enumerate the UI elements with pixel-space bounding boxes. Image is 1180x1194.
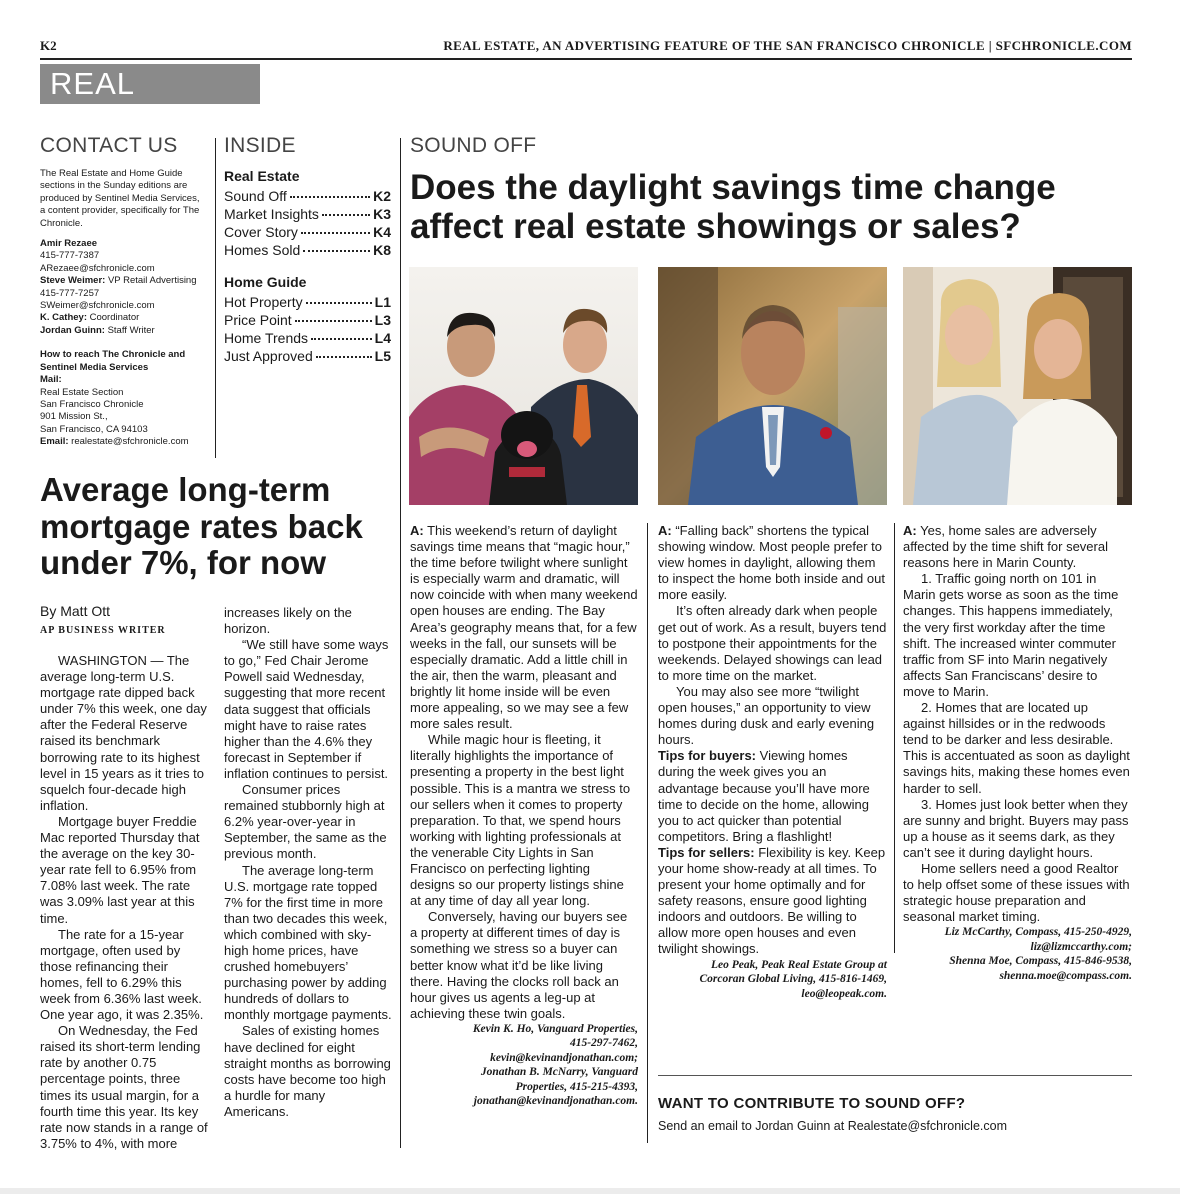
paragraph: The average long-term U.S. mortgage rate topped 7% for the first time in more than two decades this week, which combined with sky-high home prices, have crushed homebuyers’ purchasing power by adding hundreds of dollars to monthly mortgage payments. bbox=[224, 862, 392, 1023]
cta-body[interactable]: Send an email to Jordan Guinn at Realestate@sfchronicle.com bbox=[658, 1119, 1007, 1133]
column-rule bbox=[400, 138, 401, 1148]
paragraph: A: “Falling back” shortens the typical showing window. Most people prefer to view homes in daylight, allowing them to inspect the home both inside and out more easily. bbox=[658, 523, 885, 603]
paragraph: “We still have some ways to go,” Fed Chair Jerome Powell said Wednesday, suggesting that more recent data suggest that officials might have to raise rates higher than the 4.6% they forecast in September if inflation continues to persist. bbox=[224, 637, 389, 781]
paragraph: Tips for sellers: Flexibility is key. Keep your home show-ready at all times. To present your home optimally and for safety reasons, ensure good lighting indoors and outdoors. Be willing to allow more open houses and even twilight showings. bbox=[658, 844, 886, 957]
photo-agents-two-women bbox=[903, 267, 1132, 505]
toc-group-title: Real Estate bbox=[224, 168, 300, 184]
paragraph: 1. Traffic going north on 101 in Marin gets worse as soon as the time changes. This happens immediately, the very first workday after the time shift. The increased winter commuter traffic from SF into Marin negatively affects San Franciscans’ desire to move to Marin. bbox=[903, 571, 1119, 699]
mail-line: Real Estate Section bbox=[40, 386, 124, 398]
photo-agents-with-dog bbox=[409, 267, 638, 505]
contact-role: Staff Writer bbox=[107, 324, 155, 336]
footer-band bbox=[0, 1188, 1180, 1194]
reach-heading: How to reach The Chronicle and Sentinel Media Services bbox=[40, 349, 186, 373]
paragraph: Tips for buyers: Viewing homes during the week gives you an advantage because you’ll have more time to decide on the home, allowing you to act quicker than potential competitors. Bring a flashlight! bbox=[658, 748, 870, 844]
paragraph: While magic hour is fleeting, it literally highlights the importance of presenting a property in the best light possible. This is a mantra we stress to our sellers when it comes to property preparation. To that, we spend hours working with lighting professionals at the venerable City Lights in San Francisco on perfecting lighting designs so our property listings shine at any time of day all year long. bbox=[410, 732, 631, 909]
inside-heading: INSIDE bbox=[224, 134, 296, 157]
paragraph: 2. Homes that are located up against hillsides or in the redwoods tend to be darker and less desirable. This is accentuated as soon as daylight savings hits, making these homes even harder to sell. bbox=[903, 700, 1130, 796]
contact-email[interactable]: ARezaee@sfchronicle.com bbox=[40, 262, 155, 274]
section-banner: REAL ESTATE bbox=[40, 64, 260, 104]
paragraph: On Wednesday, the Fed raised its short-term lending rate by another 0.75 percentage points, three times its usual margin, for a fourth time this year. Its key rate now stands in a range of 3.75% to 4%, with more bbox=[40, 1023, 208, 1151]
contact-email[interactable]: realestate@sfchronicle.com bbox=[71, 436, 189, 448]
paragraph: Consumer prices remained stubbornly high at 6.2% year-over-year in September, the same as the previous month. bbox=[224, 782, 387, 862]
contact-name: Steve Weimer: bbox=[40, 275, 106, 287]
mortgage-column-2 bbox=[224, 605, 392, 1120]
byline: By Matt Ott bbox=[40, 603, 111, 619]
paragraph: Home sellers need a good Realtor to help offset some of these issues with strategic house preparation and seasonal market timing. bbox=[903, 860, 1130, 925]
running-header: REAL ESTATE, AN ADVERTISING FEATURE OF THE SAN FRANCISCO CHRONICLE | SFCHRONICLE.COM bbox=[443, 38, 1132, 53]
toc-item[interactable]: Cover Story K4 bbox=[224, 224, 391, 240]
contact-heading: CONTACT US bbox=[40, 134, 178, 157]
photo-agent-blue-suit-image bbox=[658, 267, 887, 505]
paragraph: increases likely on the horizon. bbox=[224, 605, 352, 637]
signature: Leo Peak, Peak Real Estate Group at Corcoran Global Living, 415-816-1469, leo@leopeak.com. bbox=[699, 958, 887, 1000]
paragraph: It’s often already dark when people get out of work. As a result, buyers tend to postpone their appointments for the weekends. Delayed showings can lead to more time on the market. bbox=[658, 603, 887, 683]
mail-label: Mail: bbox=[40, 374, 62, 386]
paragraph: A: This weekend’s return of daylight savings time means that “magic hour,” the time before twilight where sunlight is especially warm and dramatic, will now coincide with when many weekend open houses are ending. The Bay Area’s geography means that, for a few weeks in the fall, our sunsets will be especially dramatic. Add a little chill in the air, then the warm, pleasant and brightly lit home inside will be even more appealing, so we may see a few more sales result. bbox=[410, 523, 638, 732]
soundoff-headline: Does the daylight savings time change affect real estate showings or sales? bbox=[410, 168, 1056, 246]
paragraph: Sales of existing homes have declined for eight straight months as borrowing costs have become too high a hurdle for many Americans. bbox=[224, 1023, 391, 1119]
email-label: Email: bbox=[40, 436, 69, 448]
paragraph: Conversely, having our buyers see a property at different times of day is something we stress so a buyer can better know what it’d be like living there. Having the clocks roll back an hour gives us agents a leg-up at achieving these twin goals. bbox=[410, 909, 628, 1021]
soundoff-answer-2 bbox=[658, 523, 887, 1001]
mail-line: San Francisco Chronicle bbox=[40, 398, 144, 410]
contact-name: Jordan Guinn: bbox=[40, 324, 105, 336]
contact-phone: 415-777-7387 bbox=[40, 250, 100, 262]
soundoff-answer-1 bbox=[410, 523, 638, 1109]
inside-toc bbox=[224, 167, 391, 365]
paragraph: You may also see more “twilight open houses,” an opportunity to view homes during dusk and early evening hours. bbox=[658, 683, 875, 748]
toc-item[interactable]: Price Point L3 bbox=[224, 312, 391, 328]
soundoff-kicker: SOUND OFF bbox=[410, 134, 537, 157]
cta-title: WANT TO CONTRIBUTE TO SOUND OFF? bbox=[658, 1095, 966, 1112]
toc-item[interactable]: Sound Off K2 bbox=[224, 188, 391, 204]
paragraph: Mortgage buyer Freddie Mac reported Thursday that the average on the key 30-year rate fell to 6.95% from 7.08% last week. The rate was 3.09% last year at this time. bbox=[40, 813, 200, 926]
mortgage-column-1 bbox=[40, 653, 208, 1152]
toc-item[interactable]: Hot Property L1 bbox=[224, 294, 391, 310]
page-number: K2 bbox=[40, 38, 57, 53]
column-rule bbox=[215, 138, 216, 458]
mail-line: 901 Mission St., bbox=[40, 411, 108, 423]
contact-phone: 415-777-7257 bbox=[40, 287, 100, 299]
cta-rule bbox=[658, 1075, 1132, 1076]
signature: Liz McCarthy, Compass, 415-250-4929, liz@lizmccarthy.com; Shenna Moe, Compass, 415-846-9538, shenna.moe@compass.com. bbox=[944, 926, 1132, 982]
contact-role: Coordinator bbox=[89, 312, 140, 324]
paragraph: WASHINGTON — The average long-term U.S. mortgage rate dipped back under 7% this week, one day after the Federal Reserve raised its benchmark borrowing rate to its highest level in 15 years as it tries to squelch four-decade high inflation. bbox=[40, 653, 207, 813]
agency: AP BUSINESS WRITER bbox=[40, 625, 166, 636]
contact-name: K. Cathey: bbox=[40, 312, 87, 324]
photo-agent-blue-suit bbox=[658, 267, 887, 505]
photo-agents-with-dog-image bbox=[409, 267, 638, 505]
paragraph: A: Yes, home sales are adversely affected by the time shift for several reasons here in Marin County. bbox=[903, 523, 1108, 571]
paragraph: 3. Homes just look better when they are sunny and bright. Buyers may pass up a house as it seems dark, as they can’t see it during daylight hours. bbox=[903, 796, 1129, 860]
column-rule bbox=[894, 523, 895, 953]
soundoff-answer-3 bbox=[903, 523, 1132, 983]
photo-agents-two-women-image bbox=[903, 267, 1132, 505]
paragraph: The rate for a 15-year mortgage, often used by those refinancing their homes, fell to 6.29% this week from 6.36% last week. One year ago, it was 2.35%. bbox=[40, 926, 204, 1023]
toc-group-title: Home Guide bbox=[224, 274, 307, 290]
signature: Kevin K. Ho, Vanguard Properties, 415-297-7462, kevin@kevinandjonathan.com; Jonathan B. McNarry, Vanguard Properties, 415-215-4393, jonathan@kevinandjonathan.com. bbox=[472, 1022, 638, 1108]
toc-item[interactable]: Just Approved L5 bbox=[224, 348, 391, 364]
column-rule bbox=[647, 523, 648, 1143]
contact-intro: The Real Estate and Home Guide sections in the Sunday editions are produced by Sentinel Media Services, a content provider, specifically for The Chronicle. bbox=[40, 168, 200, 229]
contact-block bbox=[40, 168, 200, 449]
header-rule bbox=[40, 58, 1132, 60]
mail-line: San Francisco, CA 94103 bbox=[40, 423, 148, 435]
contact-name: Amir Rezaee bbox=[40, 238, 98, 250]
mortgage-headline: Average long-term mortgage rates back under 7%, for now bbox=[40, 471, 363, 581]
contact-email[interactable]: SWeimer@sfchronicle.com bbox=[40, 300, 155, 312]
toc-item[interactable]: Market Insights K3 bbox=[224, 206, 391, 222]
contact-role: VP Retail Advertising bbox=[107, 275, 197, 287]
toc-item[interactable]: Home Trends L4 bbox=[224, 330, 391, 346]
toc-item[interactable]: Homes Sold K8 bbox=[224, 242, 391, 258]
